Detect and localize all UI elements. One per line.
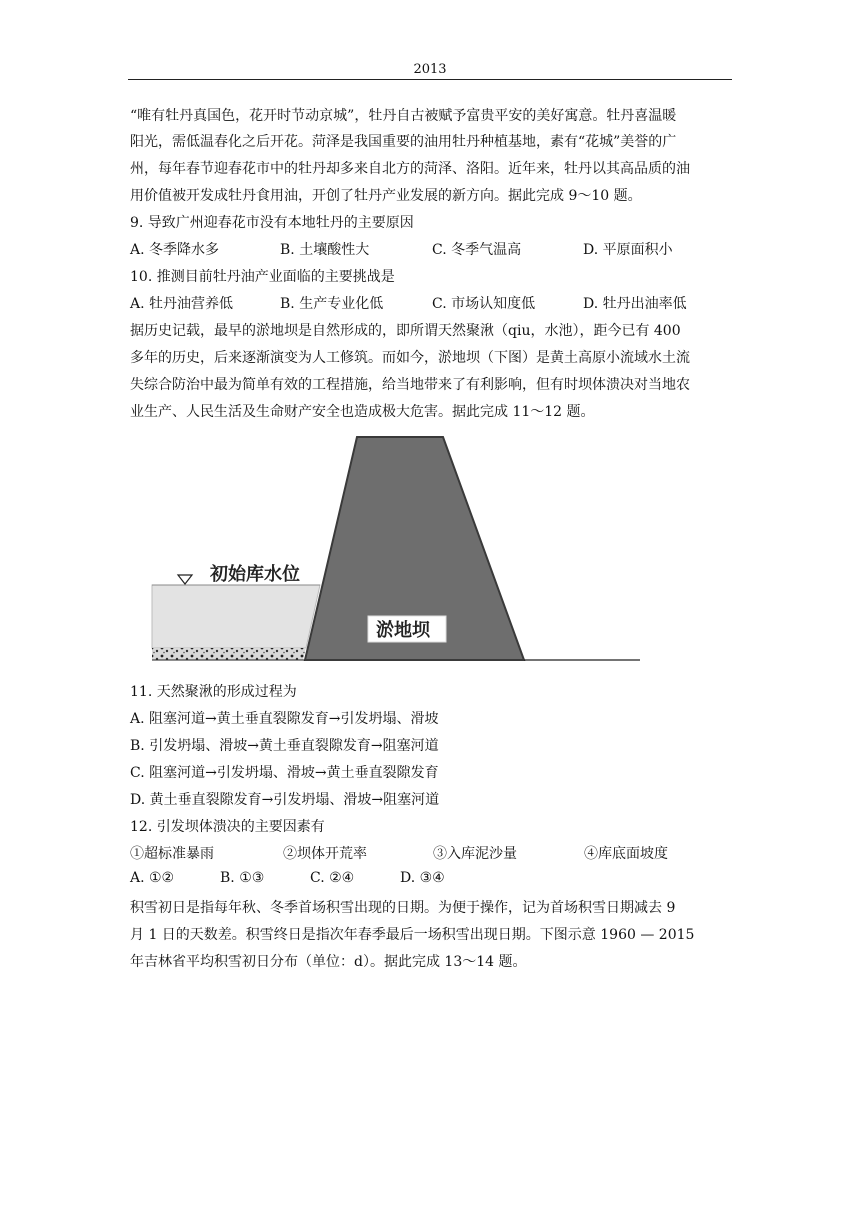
paragraph-line: 月 1 日的天数差。积雪终日是指次年春季最后一场积雪出现日期。下图示意 1960 — 2015 (130, 927, 695, 943)
header-divider (128, 79, 732, 80)
option-b: B. 引发坍塌、滑坡→黄土垂直裂隙发育→阻塞河道 (130, 738, 439, 754)
question-stem: 10. 推测目前牡丹油产业面临的主要挑战是 (130, 269, 395, 285)
option-d: D. 牡丹出油率低 (583, 296, 687, 312)
dam-label: 淤地坝 (376, 620, 430, 641)
paragraph-line: “唯有牡丹真国色，花开时节动京城”，牡丹自古被赋予富贵平安的美好寓意。牡丹喜温暖 (130, 108, 677, 124)
option-a: A. 冬季降水多 (130, 242, 220, 258)
check-dam-diagram (150, 430, 650, 670)
question-stem: 11. 天然聚湫的形成过程为 (130, 684, 297, 700)
option-b: B. ①③ (220, 870, 265, 886)
paragraph-line: 积雪初日是指每年秋、冬季首场积雪出现的日期。为便于操作，记为首场积雪日期减去 9 (130, 900, 676, 916)
water-level-marker-icon (178, 575, 192, 584)
option-c: C. 市场认知度低 (432, 296, 536, 312)
paragraph-line: 失综合防治中最为简单有效的工程措施，给当地带来了有利影响，但有时坝体溃决对当地农 (130, 377, 690, 393)
factor-4: ④库底面坡度 (584, 846, 668, 862)
option-d: D. 黄土垂直裂隙发育→引发坍塌、滑坡→阻塞河道 (130, 792, 440, 808)
option-b: B. 土壤酸性大 (280, 242, 370, 258)
factor-2: ②坝体开荒率 (283, 846, 367, 862)
factor-3: ③入库泥沙量 (433, 846, 517, 862)
option-a: A. ①② (130, 870, 175, 886)
paragraph-line: 业生产、人民生活及生命财产安全也造成极大危害。据此完成 11～12 题。 (130, 404, 595, 420)
option-d: D. ③④ (400, 870, 445, 886)
option-a: A. 阻塞河道→黄土垂直裂隙发育→引发坍塌、滑坡 (130, 711, 439, 727)
option-a: A. 牡丹油营养低 (130, 296, 234, 312)
question-stem: 12. 引发坝体溃决的主要因素有 (130, 819, 325, 835)
paragraph-line: 用价值被开发成牡丹食用油，开创了牡丹产业发展的新方向。据此完成 9～10 题。 (130, 188, 642, 204)
option-c: C. 阻塞河道→引发坍塌、滑坡→黄土垂直裂隙发育 (130, 765, 439, 781)
paragraph-line: 年吉林省平均积雪初日分布（单位：d）。据此完成 13～14 题。 (130, 954, 527, 970)
reservoir-water (152, 585, 320, 648)
option-c: C. 冬季气温高 (432, 242, 522, 258)
water-level-label: 初始库水位 (210, 564, 300, 585)
check-dam-figure (150, 430, 650, 670)
page-number: 2013 (413, 62, 447, 77)
sediment-layer (152, 648, 306, 660)
factor-1: ①超标准暴雨 (130, 846, 214, 862)
option-b: B. 生产专业化低 (280, 296, 384, 312)
question-stem: 9. 导致广州迎春花市没有本地牡丹的主要原因 (130, 215, 414, 231)
option-d: D. 平原面积小 (583, 242, 673, 258)
paragraph-line: 州，每年春节迎春花市中的牡丹却多来自北方的菏泽、洛阳。近年来，牡丹以其高品质的油 (130, 161, 690, 177)
paragraph-line: 据历史记载，最早的淤地坝是自然形成的，即所谓天然聚湫（qiu，水池），距今已有 400 (130, 323, 681, 339)
option-c: C. ②④ (310, 870, 355, 886)
paragraph-line: 阳光，需低温春化之后开花。菏泽是我国重要的油用牡丹种植基地，素有“花城”美誉的广 (130, 134, 677, 150)
paragraph-line: 多年的历史，后来逐渐演变为人工修筑。而如今，淤地坝（下图）是黄土高原小流域水土流 (130, 350, 690, 366)
